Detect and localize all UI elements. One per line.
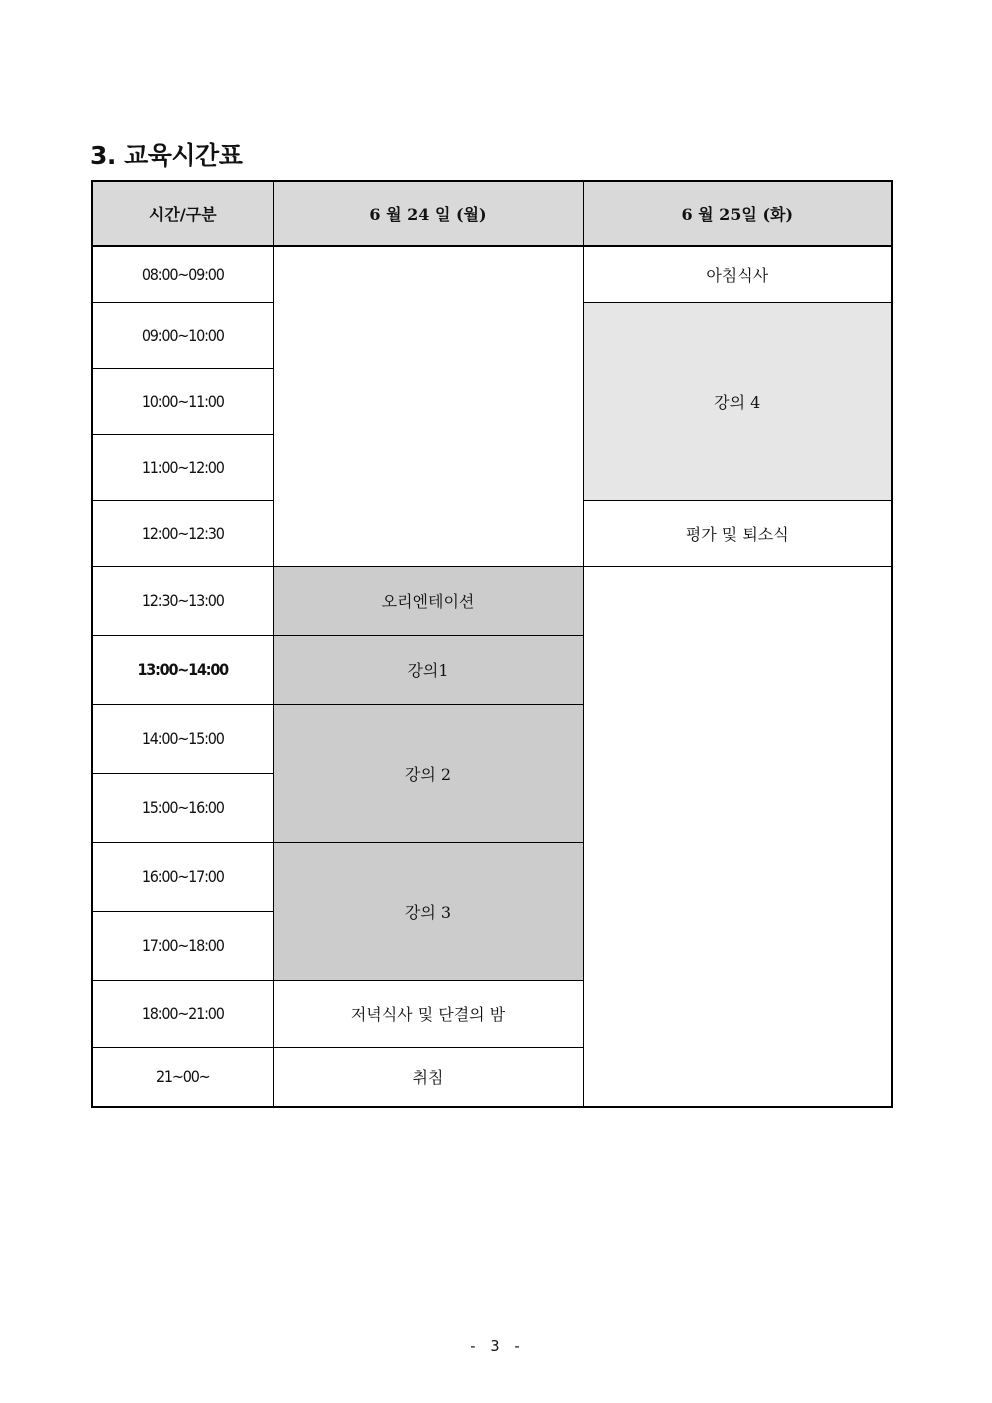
time-cell: 08:00~09:00	[92, 246, 273, 302]
time-cell: 12:30~13:00	[92, 566, 273, 635]
time-cell: 09:00~10:00	[92, 302, 273, 368]
day1-lecture3: 강의 3	[273, 842, 583, 980]
day2-breakfast: 아침식사	[583, 246, 892, 302]
table-row	[92, 566, 892, 635]
time-cell: 17:00~18:00	[92, 911, 273, 980]
day1-sleep: 취침	[273, 1047, 583, 1107]
header-row	[92, 181, 892, 246]
time-cell: 16:00~17:00	[92, 842, 273, 911]
day2-empty-afternoon	[583, 566, 892, 1107]
time-cell: 15:00~16:00	[92, 773, 273, 842]
page-number: - 3 -	[468, 1337, 524, 1355]
header-day1: 6 월 24 일 (월)	[273, 181, 583, 246]
day1-orientation: 오리엔테이션	[273, 566, 583, 635]
header-day2: 6 월 25일 (화)	[583, 181, 892, 246]
time-cell: 14:00~15:00	[92, 704, 273, 773]
day1-lecture1: 강의1	[273, 635, 583, 704]
header-time: 시간/구분	[92, 181, 273, 246]
time-cell: 11:00~12:00	[92, 434, 273, 500]
day1-dinner: 저녁식사 및 단결의 밤	[273, 980, 583, 1047]
table-row	[92, 246, 892, 302]
schedule-table	[91, 180, 893, 1108]
time-cell: 12:00~12:30	[92, 500, 273, 566]
day2-lecture4: 강의 4	[583, 302, 892, 500]
time-cell: 21~00~	[92, 1047, 273, 1107]
day1-empty-morning	[273, 246, 583, 566]
time-cell: 18:00~21:00	[92, 980, 273, 1047]
time-cell: 10:00~11:00	[92, 368, 273, 434]
day2-closing: 평가 및 퇴소식	[583, 500, 892, 566]
section-title: 3. 교육시간표	[90, 141, 243, 170]
time-cell: 13:00~14:00	[92, 635, 273, 704]
day1-lecture2: 강의 2	[273, 704, 583, 842]
